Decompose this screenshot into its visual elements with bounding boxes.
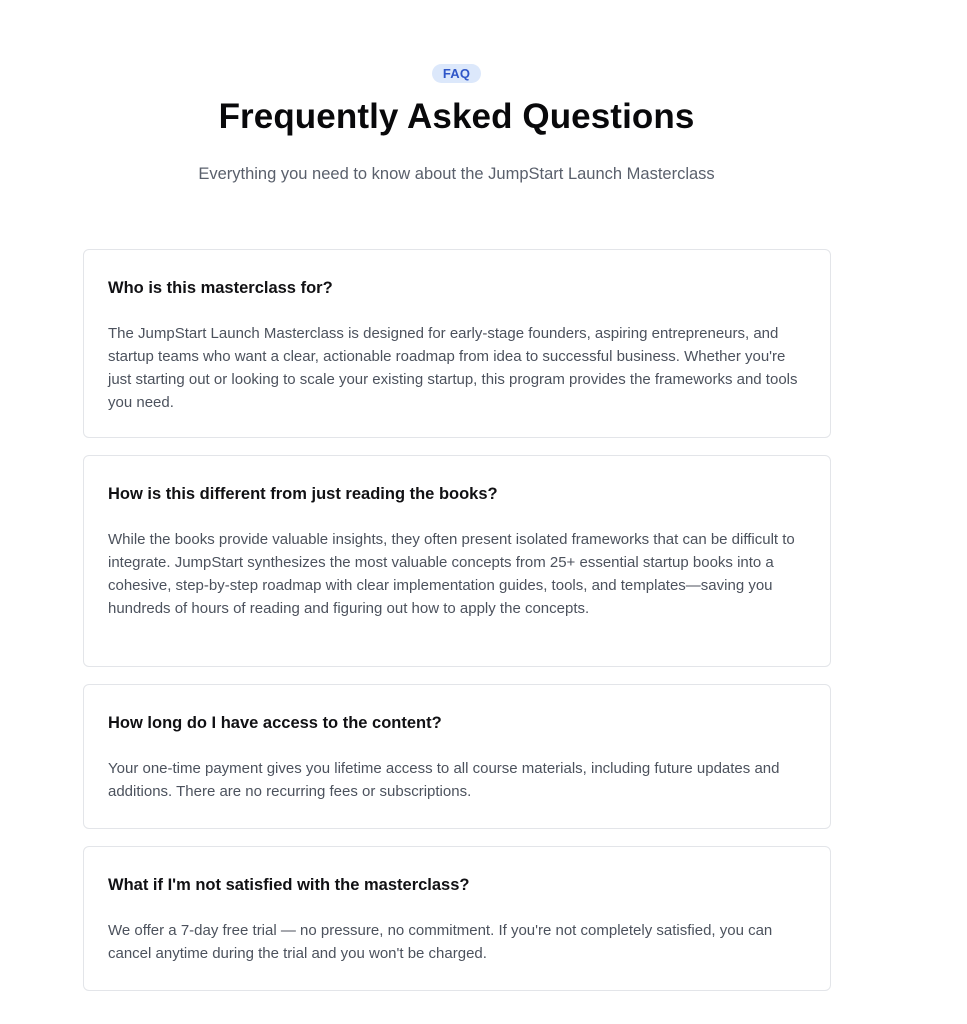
page-title: Frequently Asked Questions	[218, 97, 695, 136]
faq-question: Who is this masterclass for?	[108, 279, 333, 297]
faq-answer: We offer a 7-day free trial — no pressure, no commitment. If you're not completely satisfied, you can cancel anytime during the trial and you won't be charged.	[108, 922, 773, 962]
faq-answer: The JumpStart Launch Masterclass is designed for early-stage founders, aspiring entrepreneurs, and startup teams who want a clear, actionable roadmap from idea to successful business. Whether you're just starting out or looking to scale your existing startup, this program provides the frameworks and tools you need.	[108, 325, 798, 411]
faq-question: What if I'm not satisfied with the masterclass?	[108, 876, 470, 894]
faq-item	[83, 846, 831, 991]
page-subtitle: Everything you need to know about the JumpStart Launch Masterclass	[198, 165, 715, 183]
faq-answer: While the books provide valuable insights, they often present isolated frameworks that can be difficult to integrate. JumpStart synthesizes the most valuable concepts from 25+ essential startup books into a cohesive, step-by-step roadmap with clear implementation guides, tools, and templates—saving you hundreds of hours of reading and figuring out how to apply the concepts.	[108, 531, 795, 617]
faq-question: How is this different from just reading the books?	[108, 485, 498, 503]
faq-item	[83, 455, 831, 667]
faq-item	[83, 249, 831, 438]
faq-question: How long do I have access to the content?	[108, 714, 442, 732]
faq-badge: FAQ	[432, 64, 481, 83]
faq-answer: Your one-time payment gives you lifetime access to all course materials, including future updates and additions. There are no recurring fees or subscriptions.	[108, 760, 780, 800]
faq-item	[83, 684, 831, 829]
faq-list	[83, 249, 831, 1008]
